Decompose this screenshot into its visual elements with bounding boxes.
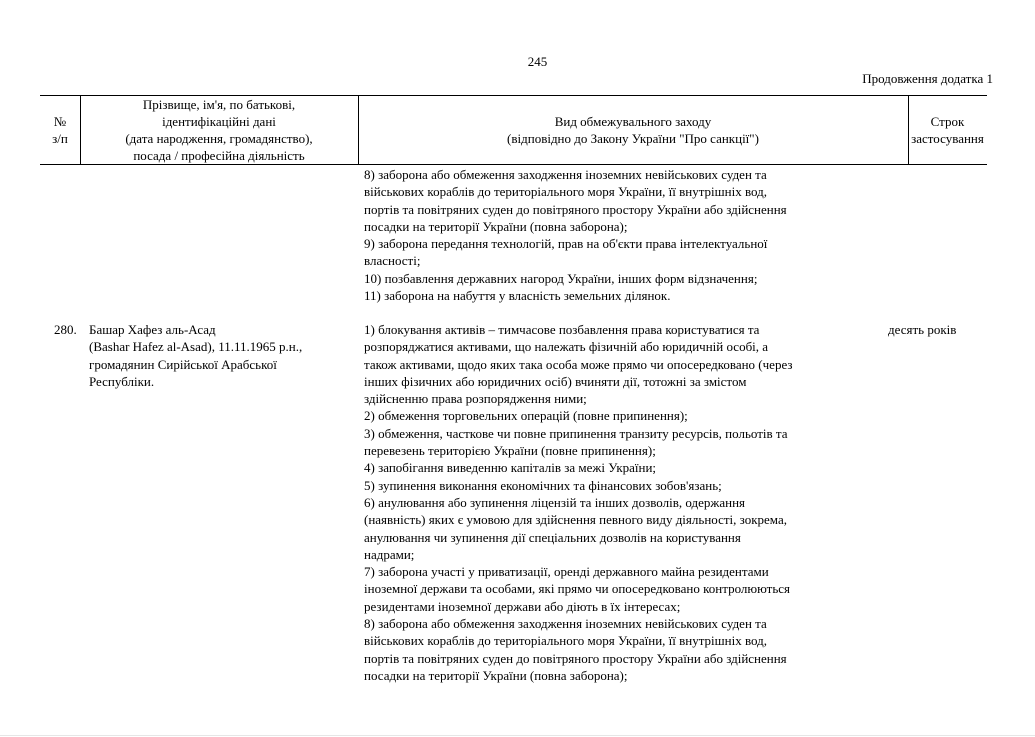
measure-line: власності; [364, 253, 421, 269]
measure-line: посадки на території України (повна заборона); [364, 218, 628, 234]
header-measure-cell [358, 95, 908, 164]
header-number-line: з/п [52, 130, 68, 146]
person-line: (Bashar Hafez al-Asad), 11.11.1965 р.н., [89, 339, 303, 355]
entry-person [89, 321, 302, 390]
measure-line: 5) зупинення виконання економічних та фінансових зобов'язань; [364, 477, 722, 493]
header-term-line: застосування [911, 130, 984, 146]
header-name-line: (дата народження, громадянство), [125, 130, 313, 146]
continuation-label: Продовження додатка 1 [862, 71, 993, 86]
entry-number: 280. [54, 322, 77, 337]
measure-line: розпоряджатися активами, що належать фізичній або юридичній особі, а [364, 339, 769, 355]
table-header [40, 95, 987, 164]
measure-line: 10) позбавлення державних нагород України, інших форм відзначення; [364, 270, 758, 286]
measure-line: 11) заборона на набуття у власність земельних ділянок. [364, 288, 671, 304]
header-name-line: Прізвище, ім'я, по батькові, [142, 96, 296, 112]
measure-line: іноземної держави та особами, які прямо чи опосередковано контролюються [364, 581, 791, 597]
person-line: Башар Хафез аль-Асад [89, 322, 216, 337]
measure-line: 3) обмеження, часткове чи повне припинення транзиту ресурсів, польотів та [364, 425, 788, 441]
header-measure-line: (відповідно до Закону України "Про санкції") [507, 130, 759, 146]
measure-line: 8) заборона або обмеження заходження іноземних невійськових суден та [364, 167, 767, 182]
measure-line: посадки на території України (повна заборона); [364, 667, 628, 683]
measure-line: військових кораблів до територіального моря України, її внутрішніх вод, [364, 633, 768, 649]
header-number-line: № [53, 113, 67, 129]
header-measure-line: Вид обмежувального заходу [554, 113, 712, 129]
header-name-line: посада / професійна діяльність [133, 147, 305, 163]
measure-line: 6) анулювання або зупинення ліцензій та інших дозволів, одержання [364, 494, 745, 510]
header-name-line: ідентифікаційні дані [162, 113, 276, 129]
measure-line: 8) заборона або обмеження заходження іноземних невійськових суден та [364, 616, 767, 632]
measure-line: портів та повітряних суден до повітряного простору України або здійснення [364, 201, 787, 217]
page-bottom-edge [0, 735, 1035, 736]
measure-line: військових кораблів до територіального моря України, її внутрішніх вод, [364, 184, 768, 200]
measure-line: резидентами іноземної держави або діють в їх інтересах; [364, 598, 681, 614]
header-term-line: Строк [930, 113, 965, 129]
page-number: 245 [527, 54, 548, 69]
measure-line: 2) обмеження торговельних операцій (повне припинення); [364, 408, 688, 424]
measure-line: інших фізичних або юридичних осіб) вчиняти дії, тотожні за змістом [364, 373, 747, 389]
measure-line: також активами, щодо яких така особа може прямо чи опосередковано (через [364, 356, 793, 372]
measure-line: портів та повітряних суден до повітряного простору України або здійснення [364, 650, 787, 666]
header-name-cell [80, 95, 358, 164]
measure-line: анулювання чи зупинення дії спеціальних дозволів на користування [364, 529, 741, 545]
header-term-cell [908, 95, 987, 164]
measure-line: здійсненню права розпорядження ними; [364, 391, 587, 407]
person-line: громадянин Сирійської Арабської [89, 356, 277, 372]
measure-line: 7) заборона участі у приватизації, оренді державного майна резидентами [364, 564, 769, 580]
measure-line: (наявність) яких є умовою для здійснення певного виду діяльності, зокрема, [364, 512, 787, 528]
header-number-cell [40, 95, 80, 164]
entry-term: десять років [888, 322, 957, 337]
table-header-bottom-rule [40, 164, 987, 165]
measure-line: перевезень територією України (повне припинення); [364, 443, 656, 459]
measure-line: 1) блокування активів – тимчасове позбавлення права користуватися та [364, 322, 760, 337]
entry-measures [364, 321, 793, 684]
person-line: Республіки. [89, 373, 155, 389]
previous-entry-measures [364, 166, 787, 304]
measure-line: 9) заборона передання технологій, прав на об'єкти права інтелектуальної [364, 236, 768, 252]
measure-line: надрами; [364, 546, 415, 562]
measure-line: 4) запобігання виведенню капіталів за межі України; [364, 460, 657, 476]
